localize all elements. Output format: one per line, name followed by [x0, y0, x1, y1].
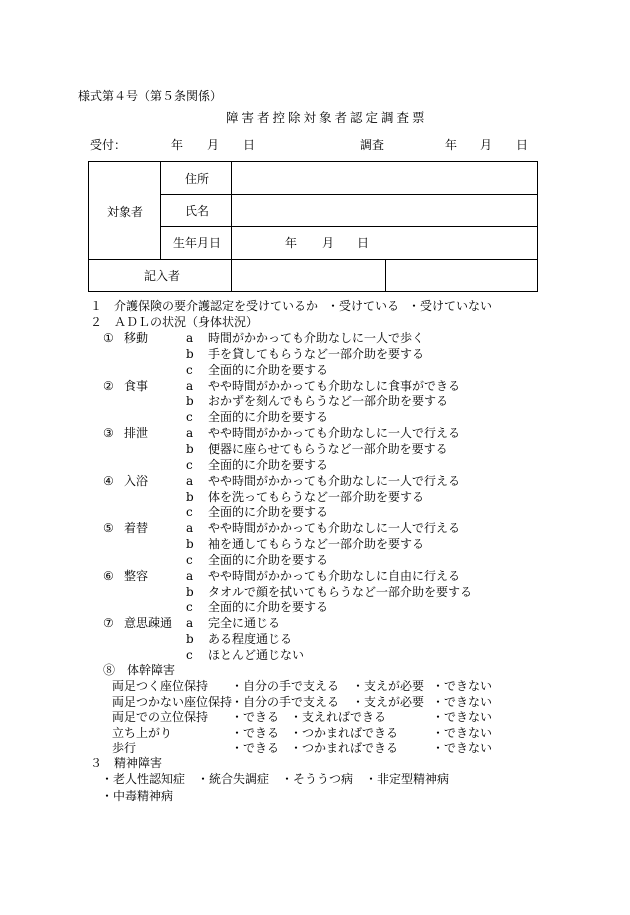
trunk-row-option: ・支えが必要	[352, 694, 425, 709]
adl-option-text: やや時間がかかっても介助なしに自由に行える	[208, 568, 461, 583]
trunk-row-option: ・できない	[432, 710, 493, 725]
adl-item-number: ⑦	[103, 616, 114, 631]
adl-option-text: タオルで顔を拭いてもらうなど一部介助を要する	[208, 584, 473, 599]
adl-option-letter: b	[186, 441, 194, 456]
trunk-row-option: ・つかまればできる	[290, 725, 399, 740]
receipt-year: 年	[171, 138, 184, 152]
adl-item-name: 移動	[124, 331, 149, 345]
trunk-row-option: ・つかまればできる	[290, 741, 399, 756]
survey-year: 年	[445, 138, 458, 152]
adl-option-letter: a	[186, 616, 194, 631]
adl-option-text: やや時間がかかっても介助なしに一人で行える	[208, 521, 461, 536]
trunk-row-option: ・自分の手で支える	[231, 679, 340, 693]
adl-option-text: やや時間がかかっても介助なしに食事ができる	[208, 378, 461, 393]
adl-option-text: 手を貸してもらうなど一部介助を要する	[208, 346, 425, 361]
trunk-row-option: ・できる	[231, 725, 280, 740]
adl-option-text: 便器に座らせてもらうなど一部介助を要する	[208, 441, 448, 456]
adl-item-number: ①	[103, 331, 114, 345]
name-label: 氏名	[185, 204, 210, 218]
adl-option-text: 全面的に介助を要する	[208, 410, 329, 425]
section-3-options-line-2: ・中毒精神病	[101, 789, 174, 803]
dob-year: 年	[285, 236, 298, 250]
adl-option-text: おかずを刻んでもらうなど一部介助を要する	[208, 394, 449, 409]
adl-item-name: 食事	[124, 378, 149, 393]
adl-option-letter: b	[186, 394, 194, 409]
adl-option-text: ほとんど通じない	[208, 648, 305, 662]
receipt-label: 受付：	[90, 138, 127, 152]
adl-option-letter: b	[186, 489, 194, 504]
trunk-title: ⑧ 体幹障害	[103, 663, 176, 677]
address-label: 住所	[185, 172, 210, 186]
adl-option-text: 全面的に介助を要する	[208, 457, 329, 472]
trunk-row-option: ・支えが必要	[352, 679, 425, 693]
trunk-row-option: ・できる	[231, 741, 280, 756]
trunk-row-option: ・できない	[432, 725, 493, 740]
adl-option-text: ある程度通じる	[208, 632, 293, 647]
adl-option-letter: c	[186, 600, 193, 615]
survey-month: 月	[480, 138, 493, 152]
adl-option-text: やや時間がかかっても介助なしに一人で行える	[208, 473, 461, 488]
adl-item-number: ⑥	[103, 568, 114, 583]
adl-option-letter: a	[186, 473, 194, 488]
adl-option-text: 全面的に介助を要する	[208, 505, 329, 520]
adl-option-letter: a	[186, 568, 194, 583]
section-1-option-no: ・受けていない	[408, 299, 493, 313]
dob-day: 日	[357, 236, 370, 250]
adl-option-text: 袖を通してもらうなど一部介助を要する	[208, 537, 425, 552]
subject-label: 対象者	[107, 205, 144, 219]
adl-item-name: 意思疎通	[124, 616, 173, 631]
adl-option-letter: c	[186, 410, 193, 425]
section-1-question: １ 介護保険の要介護認定を受けているか	[90, 299, 319, 313]
dob-month: 月	[322, 236, 335, 250]
writer-label: 記入者	[144, 269, 181, 283]
trunk-row-label: 立ち上がり	[112, 725, 173, 740]
section-2-title: ２ ＡＤＬの状況（身体状況）	[90, 315, 259, 329]
adl-option-letter: b	[186, 584, 194, 599]
adl-item-number: ③	[103, 426, 114, 441]
adl-option-letter: c	[186, 505, 193, 520]
adl-item-number: ②	[103, 378, 114, 393]
adl-item-number: ④	[103, 473, 114, 488]
adl-option-letter: a	[186, 331, 194, 345]
adl-item-name: 着替	[124, 521, 149, 536]
trunk-row-label: 歩行	[112, 741, 137, 756]
survey-day: 日	[516, 138, 529, 152]
adl-option-text: 全面的に介助を要する	[208, 600, 329, 615]
trunk-row-label: 両足つく座位保持	[112, 679, 209, 693]
adl-option-letter: c	[186, 457, 193, 472]
adl-option-text: やや時間がかかっても介助なしに一人で行える	[208, 426, 461, 441]
adl-option-text: 体を洗ってもらうなど一部介助を要する	[208, 489, 425, 504]
adl-option-letter: c	[186, 552, 193, 567]
adl-option-letter: b	[186, 632, 194, 647]
trunk-row-option: ・支えればできる	[290, 710, 387, 725]
adl-option-letter: b	[186, 346, 194, 361]
trunk-row-label: 両足での立位保持	[112, 710, 209, 725]
adl-option-letter: a	[186, 521, 194, 536]
adl-option-text: 時間がかかっても介助なしに一人で歩く	[208, 331, 425, 345]
adl-option-letter: a	[186, 378, 194, 393]
trunk-row-option: ・できない	[432, 679, 493, 693]
trunk-row-label: 両足つかない座位保持	[112, 694, 233, 709]
trunk-row-option: ・できない	[432, 741, 493, 756]
dob-label: 生年月日	[173, 236, 222, 250]
trunk-row-option: ・できない	[432, 694, 493, 709]
adl-item-name: 排泄	[124, 426, 149, 441]
adl-item-name: 整容	[124, 568, 149, 583]
form-number: 様式第４号（第５条関係）	[78, 89, 223, 103]
adl-item-number: ⑤	[103, 521, 114, 536]
trunk-row-option: ・できる	[231, 710, 280, 725]
adl-option-letter: b	[186, 537, 194, 552]
page-title: 障害者控除対象者認定調査票	[226, 110, 428, 125]
section-3-title: ３ 精神障害	[90, 756, 163, 770]
receipt-day: 日	[243, 138, 256, 152]
section-3-options-line-1: ・老人性認知症 ・統合失調症 ・そううつ病 ・非定型精神病	[101, 772, 450, 786]
adl-option-letter: c	[186, 362, 193, 377]
subject-table	[88, 161, 538, 292]
adl-option-text: 完全に通じる	[208, 616, 281, 631]
adl-option-letter: a	[186, 426, 194, 441]
adl-option-text: 全面的に介助を要する	[208, 552, 329, 567]
section-1-option-yes: ・受けている	[327, 299, 400, 313]
adl-option-text: 全面的に介助を要する	[208, 362, 329, 377]
adl-item-name: 入浴	[124, 473, 149, 488]
survey-label: 調査	[360, 138, 385, 152]
adl-option-letter: c	[186, 648, 193, 662]
trunk-row-option: ・自分の手で支える	[231, 694, 340, 709]
receipt-month: 月	[207, 138, 220, 152]
